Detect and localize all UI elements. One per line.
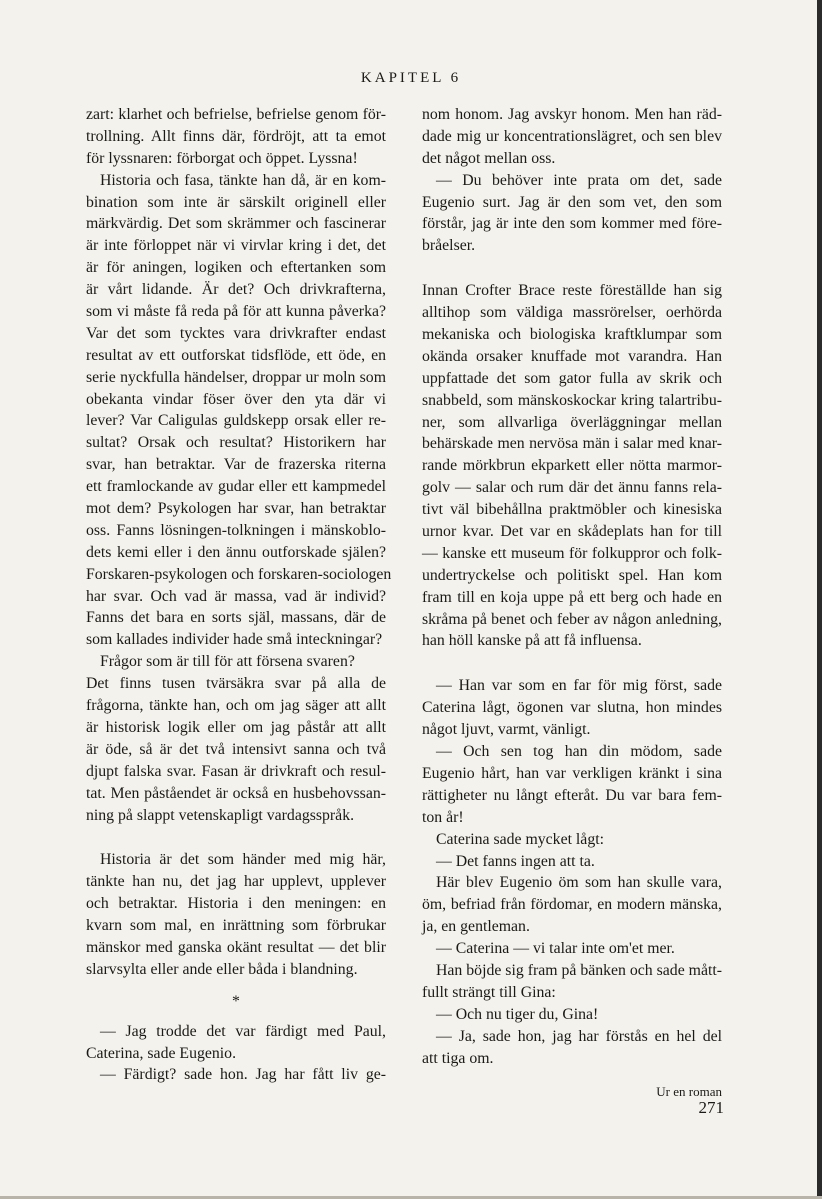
text-line: — Färdigt? sade hon. Jag har fått liv ge- xyxy=(100,1066,386,1084)
text-line: Innan Crofter Brace reste föreställde han sig xyxy=(422,282,722,300)
text-line: — Och nu tiger du, Gina! xyxy=(436,1005,599,1023)
text-line: är öde, så är det två intensivt sanna och två xyxy=(86,740,386,758)
text-line: urnor kvar. Det var en skådeplats han for till xyxy=(422,523,722,541)
text-line: slarvsylta eller ande eller båda i blandning. xyxy=(86,960,358,978)
text-line: öm, befriad från fördomar, en modern mänska, xyxy=(422,896,722,914)
text-line: han höll kanske på att få influensa. xyxy=(422,632,642,650)
text-line: Caterina lågt, ögonen var slutna, hon mindes xyxy=(422,699,722,717)
text-line: — Caterina — vi talar inte om'et mer. xyxy=(436,940,675,958)
text-line: tivt väl bibehållna praktmöbler och kinesiska xyxy=(422,501,722,519)
text-line: fram till en koja uppe på ett berg och hade en xyxy=(422,588,722,606)
text-line: bråelser. xyxy=(422,237,476,255)
text-line: svar, han betraktar. Var de frazerska riterna xyxy=(86,456,386,474)
text-line: Caterina sade mycket lågt: xyxy=(436,830,604,848)
text-line: Här blev Eugenio öm som han skulle vara, xyxy=(436,874,722,892)
text-line: är för aningen, logiken och eftertanken som xyxy=(86,259,386,277)
text-line: resultat av ett outforskat tidsflöde, ett öde, en xyxy=(86,346,386,364)
text-line: att tiga om. xyxy=(422,1049,494,1067)
text-line: Historia är det som händer med mig här, xyxy=(100,851,386,869)
text-line: har svar. Och vad är massa, vad är individ? xyxy=(86,587,386,605)
text-line: ja, en gentleman. xyxy=(422,918,530,936)
text-line: obekanta vindar föser över den yta där vi xyxy=(86,390,386,408)
text-line: som kallades individer hade små inteckningar? xyxy=(86,631,383,649)
right-text-column xyxy=(422,104,722,1103)
text-line: Fanns det bara en sorts själ, massans, där de xyxy=(86,609,386,627)
text-line: som vi måste få reda på för att kunna påverka? xyxy=(86,303,386,321)
text-line: är historisk logik eller om jag påstår att allt xyxy=(86,718,386,736)
text-line: Forskaren-psykologen och forskaren-sociologen xyxy=(86,565,392,583)
text-line: — Jag trodde det var färdigt med Paul, xyxy=(100,1022,386,1040)
text-line: fullt strängt till Gina: xyxy=(422,983,556,1001)
text-line: — Det fanns ingen att ta. xyxy=(436,852,595,870)
scan-edge-right xyxy=(817,0,822,1199)
text-line: undertryckelse och politiskt spel. Han kom xyxy=(422,566,722,584)
text-line: rättigheter nu långt efteråt. Du var bara fem- xyxy=(422,786,722,804)
text-line: något ljuvt, varmt, vänligt. xyxy=(422,721,591,739)
text-line: sultat? Orsak och resultat? Historikern har xyxy=(86,434,386,452)
text-line: okända orsaker knuffade mot varandra. Han xyxy=(422,347,722,365)
text-line: skråma på benet och feber av någon anledning, xyxy=(422,610,722,628)
text-line: förstår, jag är inte den som kommer med före- xyxy=(422,215,722,233)
text-line: trollning. Allt finns där, fördröjt, att ta emot xyxy=(86,127,386,145)
text-line: golv — salar och rum där det ännu fanns rela- xyxy=(422,479,722,497)
text-line: Caterina, sade Eugenio. xyxy=(86,1044,237,1062)
text-line: ett framlockande av gudar eller ett kampmedel xyxy=(86,478,386,496)
text-line: är inte förloppet när vi virvlar kring i det, det xyxy=(86,237,386,255)
text-line: nom honom. Jag avskyr honom. Men han räd- xyxy=(422,106,722,123)
text-line: Historia och fasa, tänkte han då, är en kom- xyxy=(100,171,386,189)
text-line: mot dem? Psykologen har svar, han betraktar xyxy=(86,500,386,518)
chapter-header: KAPITEL 6 xyxy=(360,70,462,86)
text-line: zart: klarhet och befrielse, befrielse genom för- xyxy=(86,106,386,123)
text-line: Eugenio surt. Jag är den som vet, den som xyxy=(422,193,722,211)
text-line: — Du behöver inte prata om det, sade xyxy=(436,171,722,189)
page-number: 271 xyxy=(698,1098,724,1117)
text-line: mekaniska och biologiska kraftklumpar som xyxy=(422,326,722,344)
text-line: dets kemi eller i den ännu outforskade själen? xyxy=(86,543,386,561)
text-line: Frågor som är till för att försena svaren? xyxy=(100,653,355,671)
text-line: lever? Var Caligulas guldskepp orsak eller re- xyxy=(86,412,386,430)
text-line: uppfattade det som gator fulla av skrik och xyxy=(422,369,722,387)
text-line: — Ja, sade hon, jag har förstås en hel del xyxy=(436,1027,722,1045)
text-line: Eugenio hårt, han var verkligen kränkt i sina xyxy=(422,764,722,782)
text-line: frågorna, tänkte han, och om jag säger att allt xyxy=(86,697,386,715)
text-line: ner, som allvarliga överläggningar mellan xyxy=(422,413,722,431)
text-line: Ur en roman xyxy=(656,1084,722,1100)
text-line: — kanske ett museum för folkuppror och folk- xyxy=(422,544,722,562)
text-line: ning på slappt vetenskapligt vardagsspråk. xyxy=(86,806,355,824)
text-line: Det finns tusen tvärsäkra svar på alla de xyxy=(86,675,386,693)
text-line: för lyssnaren: förborgat och öppet. Lyssna! xyxy=(86,149,358,167)
text-line: tänkte han nu, det jag har upplevt, upplever xyxy=(86,873,386,891)
text-line: * xyxy=(232,992,240,1010)
text-line: Var det som tycktes vara drivkrafter endast xyxy=(86,324,386,342)
text-line: ton år! xyxy=(422,808,464,826)
text-line: snabbeld, som mänskoskockar kring talartribu- xyxy=(422,391,722,409)
text-line: djupt falska svar. Fasan är drivkraft och resul- xyxy=(86,762,386,780)
text-line: — Och sen tog han din mödom, sade xyxy=(436,743,722,761)
text-line: rande mörkbrun ekparkett eller nötta marmor- xyxy=(422,457,722,475)
text-line: oss. Fanns lösningen-tolkningen i mänskoblo- xyxy=(86,521,386,539)
text-line: är vårt lidande. Är det? Och drivkrafterna, xyxy=(86,281,386,299)
text-line: alltihop som väldiga massrörelser, oerhörda xyxy=(422,304,722,322)
text-line: behärskade men nervösa män i salar med knar- xyxy=(422,435,722,453)
left-text-column xyxy=(86,104,392,1086)
text-line: det något mellan oss. xyxy=(422,149,556,167)
text-line: och betraktar. Historia i den meningen: en xyxy=(86,895,386,913)
text-line: bination som inte är särskilt originell eller xyxy=(86,193,386,211)
text-line: serie nyckfulla händelser, droppar ur moln som xyxy=(86,368,386,386)
text-line: märkvärdig. Det som skrämmer och fascinerar xyxy=(86,215,386,233)
text-line: tat. Men påståendet är också en husbehovssan- xyxy=(86,784,386,802)
text-line: kvarn som mal, en inrättning som förbrukar xyxy=(86,917,386,935)
text-line: dade mig ur koncentrationslägret, och sen blev xyxy=(422,127,722,145)
text-line: mänskor med ganska okänt resultat — det blir xyxy=(86,938,386,956)
text-line: — Han var som en far för mig först, sade xyxy=(436,677,722,695)
text-line: Han böjde sig fram på bänken och sade mått- xyxy=(436,961,723,979)
